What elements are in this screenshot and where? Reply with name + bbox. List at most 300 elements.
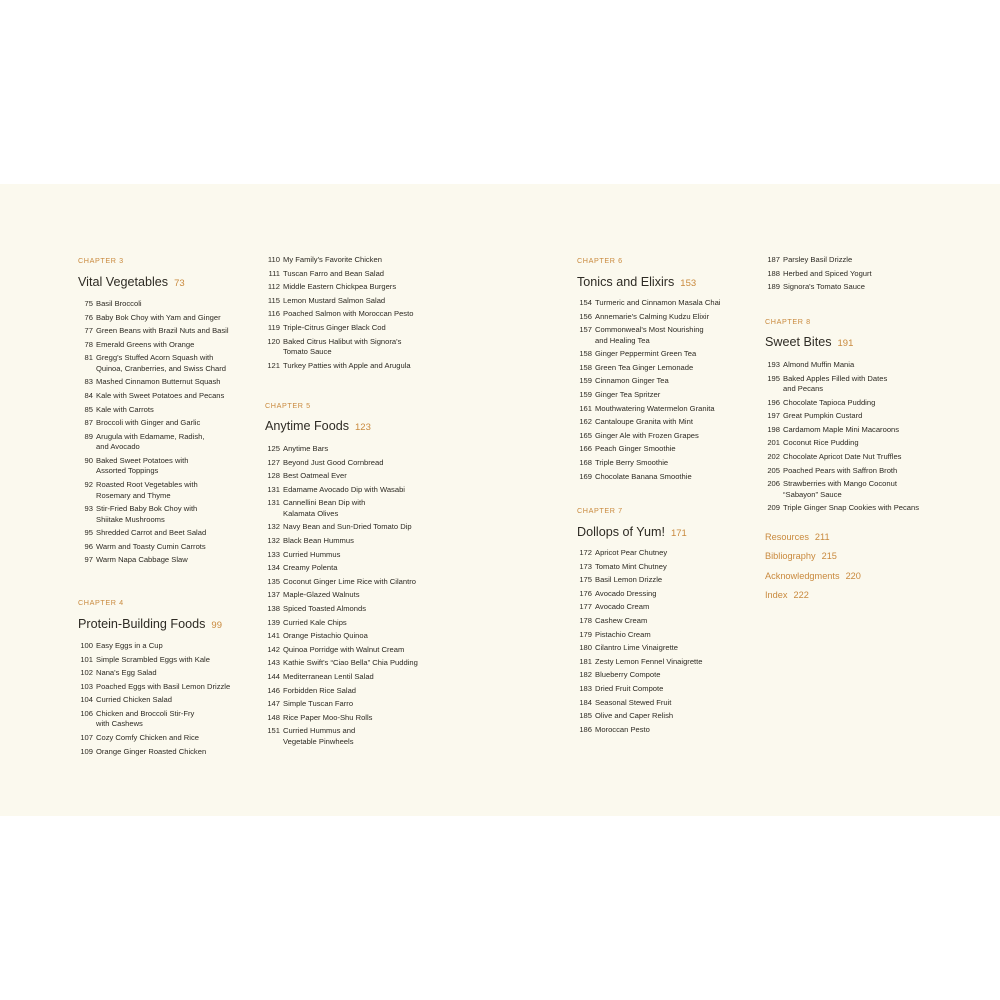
recipe-entry xyxy=(577,725,703,736)
chapter-label: CHAPTER 3 xyxy=(78,256,124,265)
recipe-page-number: 158 xyxy=(579,362,592,372)
recipe-page-number: 135 xyxy=(267,576,280,586)
recipe-list xyxy=(765,255,872,296)
recipe-title: Nana's Egg Salad xyxy=(96,668,157,678)
recipe-entry xyxy=(78,542,229,553)
recipe-page-number: 172 xyxy=(579,548,592,557)
recipe-title: Quinoa Porridge with Walnut Cream xyxy=(283,644,405,654)
recipe-entry xyxy=(577,602,703,613)
recipe-entry xyxy=(78,641,230,652)
recipe-page-number: 179 xyxy=(579,629,592,639)
recipe-page-number: 166 xyxy=(579,444,592,454)
recipe-page-number: 182 xyxy=(579,670,592,680)
chapter-title: Vital Vegetables xyxy=(78,275,169,289)
recipe-page-number: 125 xyxy=(267,444,280,453)
recipe-title: Avocado Dressing xyxy=(595,588,657,598)
recipe-entry xyxy=(78,747,230,758)
recipe-page-number: 156 xyxy=(579,311,592,321)
recipe-title: Curried Hummus and Vegetable Pinwheels xyxy=(283,726,356,746)
recipe-page-number: 95 xyxy=(84,528,93,538)
chapter-label: CHAPTER 5 xyxy=(265,401,311,410)
recipe-entry xyxy=(265,645,418,656)
recipe-page-number: 161 xyxy=(579,403,592,413)
recipe-page-number: 127 xyxy=(267,457,280,467)
recipe-page-number: 169 xyxy=(579,471,592,481)
recipe-title: Chocolate Banana Smoothie xyxy=(595,471,692,481)
recipe-page-number: 132 xyxy=(267,536,280,546)
toc-spread xyxy=(0,184,1000,816)
chapter-label: CHAPTER 4 xyxy=(78,598,124,607)
chapter-page: 191 xyxy=(837,338,854,349)
recipe-entry xyxy=(265,618,418,629)
recipe-page-number: 189 xyxy=(767,282,780,292)
recipe-entry xyxy=(265,296,413,307)
recipe-page-number: 141 xyxy=(267,631,280,641)
recipe-title: Triple-Citrus Ginger Black Cod xyxy=(283,322,386,332)
backmatter-item xyxy=(765,570,861,583)
recipe-entry xyxy=(265,672,418,683)
chapter-page: 171 xyxy=(670,528,687,539)
recipe-entry xyxy=(78,655,230,666)
recipe-entry xyxy=(265,269,413,280)
chapter-title: Protein-Building Foods xyxy=(78,617,206,631)
recipe-entry xyxy=(577,404,721,415)
recipe-title: Lemon Mustard Salmon Salad xyxy=(283,295,386,305)
recipe-entry xyxy=(265,686,418,697)
recipe-page-number: 206 xyxy=(767,479,780,489)
recipe-entry xyxy=(577,458,721,469)
recipe-title: Kale with Carrots xyxy=(96,404,154,414)
recipe-page-number: 209 xyxy=(767,503,780,513)
recipe-entry xyxy=(765,282,872,293)
recipe-title: Basil Lemon Drizzle xyxy=(595,575,663,585)
recipe-page-number: 90 xyxy=(84,455,93,465)
recipe-entry xyxy=(265,658,418,669)
recipe-list xyxy=(577,548,703,738)
recipe-page-number: 151 xyxy=(267,726,280,736)
recipe-title: Ginger Ale with Frozen Grapes xyxy=(595,430,699,440)
recipe-title: My Family's Favorite Chicken xyxy=(283,255,382,264)
recipe-entry xyxy=(78,480,229,501)
recipe-entry xyxy=(265,458,418,469)
recipe-page-number: 97 xyxy=(84,555,93,565)
recipe-page-number: 85 xyxy=(84,404,93,414)
recipe-title: Cardamom Maple Mini Macaroons xyxy=(783,424,900,434)
recipe-title: Maple-Glazed Walnuts xyxy=(283,590,360,600)
recipe-page-number: 107 xyxy=(80,733,93,743)
recipe-page-number: 173 xyxy=(579,561,592,571)
backmatter-title: Index xyxy=(765,589,788,600)
recipe-title: Poached Salmon with Moroccan Pesto xyxy=(283,309,414,319)
recipe-title: Zesty Lemon Fennel Vinaigrette xyxy=(595,656,703,666)
recipe-entry xyxy=(265,563,418,574)
recipe-entry xyxy=(265,536,418,547)
chapter-title: Dollops of Yum! xyxy=(577,525,665,539)
recipe-page-number: 176 xyxy=(579,588,592,598)
recipe-title: Cinnamon Ginger Tea xyxy=(595,376,669,386)
recipe-title: Cantaloupe Granita with Mint xyxy=(595,417,693,427)
recipe-page-number: 185 xyxy=(579,711,592,721)
recipe-title: Spiced Toasted Almonds xyxy=(283,604,367,614)
recipe-page-number: 188 xyxy=(767,268,780,278)
recipe-entry xyxy=(577,548,703,559)
chapter-label: CHAPTER 6 xyxy=(577,256,623,265)
recipe-entry xyxy=(265,282,413,293)
recipe-entry xyxy=(265,323,413,334)
recipe-page-number: 120 xyxy=(267,336,280,346)
recipe-page-number: 181 xyxy=(579,656,592,666)
recipe-entry xyxy=(78,313,229,324)
recipe-title: Baked Sweet Potatoes with Assorted Toppings xyxy=(96,455,189,476)
chapter-title: Anytime Foods xyxy=(265,419,349,433)
recipe-title: Emerald Greens with Orange xyxy=(96,339,195,349)
recipe-page-number: 121 xyxy=(267,360,280,370)
recipe-page-number: 183 xyxy=(579,683,592,693)
recipe-title: Best Oatmeal Ever xyxy=(283,471,347,481)
recipe-page-number: 148 xyxy=(267,712,280,722)
recipe-title: Gregg's Stuffed Acorn Squash with Quinoa, Cranberries, and Swiss Chard xyxy=(96,353,226,373)
recipe-title: Blueberry Compote xyxy=(595,670,661,680)
recipe-page-number: 100 xyxy=(80,641,93,650)
recipe-list xyxy=(78,641,230,760)
recipe-title: Cozy Comfy Chicken and Rice xyxy=(96,733,199,743)
recipe-entry xyxy=(765,479,919,500)
recipe-entry xyxy=(78,668,230,679)
recipe-page-number: 111 xyxy=(268,268,280,278)
chapter-heading xyxy=(765,335,853,349)
recipe-page-number: 198 xyxy=(767,424,780,434)
recipe-page-number: 137 xyxy=(267,590,280,600)
recipe-page-number: 162 xyxy=(579,417,592,427)
recipe-page-number: 146 xyxy=(267,685,280,695)
recipe-title: Mashed Cinnamon Butternut Squash xyxy=(96,377,221,387)
recipe-title: Ginger Tea Spritzer xyxy=(595,390,661,400)
recipe-entry xyxy=(577,349,721,360)
backmatter-item xyxy=(765,531,861,544)
recipe-title: Cashew Cream xyxy=(595,615,648,625)
recipe-page-number: 76 xyxy=(84,312,93,322)
recipe-title: Curried Hummus xyxy=(283,549,341,559)
recipe-page-number: 115 xyxy=(267,295,280,305)
recipe-entry xyxy=(265,726,418,747)
recipe-page-number: 102 xyxy=(80,668,93,678)
recipe-title: Forbidden Rice Salad xyxy=(283,685,357,695)
recipe-title: Apricot Pear Chutney xyxy=(595,548,668,557)
backmatter-item xyxy=(765,550,861,563)
recipe-entry xyxy=(577,417,721,428)
recipe-page-number: 110 xyxy=(267,255,280,264)
recipe-title: Chocolate Tapioca Pudding xyxy=(783,397,876,407)
recipe-entry xyxy=(765,269,872,280)
recipe-entry xyxy=(78,528,229,539)
recipe-entry xyxy=(265,485,418,496)
recipe-list xyxy=(265,255,413,374)
recipe-title: Curried Kale Chips xyxy=(283,617,347,627)
recipe-page-number: 201 xyxy=(767,438,780,448)
recipe-title: Orange Pistachio Quinoa xyxy=(283,631,368,641)
recipe-page-number: 159 xyxy=(579,376,592,386)
recipe-entry xyxy=(765,374,919,395)
backmatter-title: Bibliography xyxy=(765,551,816,562)
recipe-entry xyxy=(265,255,413,266)
recipe-entry xyxy=(577,589,703,600)
recipe-title: Dried Fruit Compote xyxy=(595,683,664,693)
recipe-title: Broccoli with Ginger and Garlic xyxy=(96,418,201,428)
recipe-title: Almond Muffin Mania xyxy=(783,360,855,369)
recipe-title: Anytime Bars xyxy=(283,444,329,453)
recipe-title: Seasonal Stewed Fruit xyxy=(595,697,672,707)
recipe-entry xyxy=(577,298,721,309)
recipe-page-number: 178 xyxy=(579,615,592,625)
recipe-page-number: 159 xyxy=(579,390,592,400)
recipe-title: Baked Apples Filled with Dates and Pecans xyxy=(783,373,888,394)
recipe-page-number: 142 xyxy=(267,644,280,654)
recipe-page-number: 75 xyxy=(84,299,93,308)
recipe-page-number: 131 xyxy=(267,484,280,494)
recipe-entry xyxy=(265,471,418,482)
recipe-entry xyxy=(577,312,721,323)
recipe-title: Rice Paper Moo-Shu Rolls xyxy=(283,712,373,722)
recipe-title: Ginger Peppermint Green Tea xyxy=(595,349,697,359)
backmatter-list xyxy=(765,531,861,608)
recipe-page-number: 77 xyxy=(84,326,93,336)
recipe-page-number: 84 xyxy=(84,391,93,401)
recipe-entry xyxy=(265,444,418,455)
recipe-page-number: 143 xyxy=(267,658,280,668)
backmatter-page: 211 xyxy=(814,532,830,542)
recipe-entry xyxy=(765,398,919,409)
recipe-page-number: 132 xyxy=(267,522,280,532)
chapter-heading xyxy=(78,275,185,289)
recipe-title: Warm and Toasty Cumin Carrots xyxy=(96,541,206,551)
recipe-title: Mediterranean Lentil Salad xyxy=(283,672,374,681)
recipe-page-number: 158 xyxy=(579,349,592,359)
backmatter-page: 215 xyxy=(821,551,837,562)
recipe-title: Avocado Cream xyxy=(595,602,650,612)
recipe-title: Roasted Root Vegetables with Rosemary and Thyme xyxy=(96,480,198,500)
recipe-page-number: 78 xyxy=(84,339,93,349)
chapter-page: 73 xyxy=(174,278,185,289)
recipe-entry xyxy=(78,326,229,337)
recipe-title: Peach Ginger Smoothie xyxy=(595,444,676,454)
recipe-entry xyxy=(265,699,418,710)
recipe-title: Easy Eggs in a Cup xyxy=(96,641,163,650)
recipe-title: Navy Bean and Sun-Dried Tomato Dip xyxy=(283,522,412,532)
recipe-entry xyxy=(265,309,413,320)
recipe-title: Curried Chicken Salad xyxy=(96,695,172,705)
recipe-title: Turkey Patties with Apple and Arugula xyxy=(283,360,411,370)
recipe-title: Cilantro Lime Vinaigrette xyxy=(595,643,679,653)
recipe-title: Coconut Ginger Lime Rice with Cilantro xyxy=(283,576,416,586)
recipe-title: Annemarie's Calming Kudzu Elixir xyxy=(595,311,710,321)
recipe-title: Warm Napa Cabbage Slaw xyxy=(96,555,188,565)
recipe-page-number: 116 xyxy=(267,309,280,319)
recipe-title: Shredded Carrot and Beet Salad xyxy=(96,528,207,538)
recipe-entry xyxy=(577,711,703,722)
recipe-entry xyxy=(577,376,721,387)
chapter-heading xyxy=(577,275,696,289)
recipe-title: Poached Pears with Saffron Broth xyxy=(783,465,898,475)
backmatter-item xyxy=(765,589,861,602)
recipe-page-number: 197 xyxy=(767,411,780,421)
recipe-title: Chicken and Broccoli Stir-Fry with Cashews xyxy=(96,708,195,729)
recipe-page-number: 205 xyxy=(767,465,780,475)
recipe-entry xyxy=(78,299,229,310)
recipe-title: Basil Broccoli xyxy=(96,299,142,308)
recipe-entry xyxy=(265,522,418,533)
recipe-title: Coconut Rice Pudding xyxy=(783,438,859,448)
recipe-entry xyxy=(765,466,919,477)
chapter-title: Sweet Bites xyxy=(765,335,832,349)
recipe-title: Cannellini Bean Dip with Kalamata Olives xyxy=(283,498,366,518)
chapter-page: 123 xyxy=(355,422,371,433)
backmatter-title: Acknowledgments xyxy=(765,570,840,581)
recipe-page-number: 175 xyxy=(579,575,592,585)
recipe-page-number: 154 xyxy=(579,298,592,307)
recipe-title: Poached Eggs with Basil Lemon Drizzle xyxy=(96,681,231,691)
recipe-title: Beyond Just Good Cornbread xyxy=(283,457,384,467)
recipe-entry xyxy=(78,555,229,566)
recipe-entry xyxy=(78,353,229,374)
recipe-entry xyxy=(765,360,919,371)
recipe-entry xyxy=(78,340,229,351)
recipe-page-number: 119 xyxy=(267,322,280,332)
recipe-page-number: 133 xyxy=(267,549,280,559)
chapter-page: 153 xyxy=(680,278,697,289)
recipe-entry xyxy=(577,363,721,374)
recipe-list xyxy=(265,444,418,750)
recipe-title: Kale with Sweet Potatoes and Pecans xyxy=(96,391,225,401)
recipe-page-number: 101 xyxy=(80,654,93,664)
recipe-page-number: 180 xyxy=(579,643,592,653)
recipe-title: Signora's Tomato Sauce xyxy=(783,282,865,292)
recipe-entry xyxy=(577,472,721,483)
recipe-entry xyxy=(577,684,703,695)
recipe-entry xyxy=(765,503,919,514)
recipe-title: Parsley Basil Drizzle xyxy=(783,255,853,264)
recipe-title: Pistachio Cream xyxy=(595,629,651,639)
recipe-title: Triple Ginger Snap Cookies with Pecans xyxy=(783,503,920,513)
recipe-title: Herbed and Spiced Yogurt xyxy=(783,268,872,278)
recipe-entry xyxy=(265,577,418,588)
recipe-page-number: 81 xyxy=(84,353,93,363)
recipe-entry xyxy=(577,643,703,654)
recipe-entry xyxy=(78,377,229,388)
recipe-page-number: 196 xyxy=(767,397,780,407)
recipe-entry xyxy=(265,604,418,615)
recipe-entry xyxy=(78,432,229,453)
recipe-page-number: 177 xyxy=(579,602,592,612)
recipe-list xyxy=(78,299,229,569)
chapter-label: CHAPTER 7 xyxy=(577,506,623,515)
recipe-entry xyxy=(577,575,703,586)
backmatter-page: 220 xyxy=(845,570,861,581)
recipe-page-number: 134 xyxy=(267,563,280,573)
recipe-entry xyxy=(78,709,230,730)
recipe-entry xyxy=(265,631,418,642)
recipe-entry xyxy=(577,698,703,709)
recipe-page-number: 112 xyxy=(267,282,280,292)
recipe-entry xyxy=(577,657,703,668)
recipe-page-number: 144 xyxy=(267,672,280,681)
recipe-page-number: 89 xyxy=(84,431,93,441)
recipe-title: Stir-Fried Baby Bok Choy with Shiitake Mushrooms xyxy=(96,504,198,524)
recipe-entry xyxy=(78,391,229,402)
recipe-entry xyxy=(765,255,872,266)
recipe-list xyxy=(577,298,721,485)
recipe-entry xyxy=(577,562,703,573)
recipe-entry xyxy=(577,444,721,455)
recipe-entry xyxy=(265,337,413,358)
recipe-title: Orange Ginger Roasted Chicken xyxy=(96,746,207,756)
recipe-entry xyxy=(78,733,230,744)
recipe-page-number: 128 xyxy=(267,471,280,481)
recipe-page-number: 131 xyxy=(267,498,280,508)
recipe-entry xyxy=(78,695,230,706)
recipe-page-number: 184 xyxy=(579,697,592,707)
recipe-title: Green Beans with Brazil Nuts and Basil xyxy=(96,326,229,336)
recipe-page-number: 106 xyxy=(80,708,93,718)
recipe-title: Edamame Avocado Dip with Wasabi xyxy=(283,484,405,494)
recipe-title: Commonweal's Most Nourishing and Healing Tea xyxy=(595,325,704,345)
chapter-heading xyxy=(265,419,371,433)
chapter-page: 99 xyxy=(211,620,222,631)
recipe-page-number: 138 xyxy=(267,604,280,614)
recipe-title: Black Bean Hummus xyxy=(283,536,354,546)
recipe-title: Creamy Polenta xyxy=(283,563,338,573)
recipe-entry xyxy=(78,682,230,693)
recipe-entry xyxy=(78,405,229,416)
recipe-title: Baked Citrus Halibut with Signora's Tomato Sauce xyxy=(283,336,402,357)
recipe-entry xyxy=(265,550,418,561)
recipe-page-number: 193 xyxy=(767,360,780,369)
recipe-title: Simple Tuscan Farro xyxy=(283,699,354,709)
recipe-page-number: 187 xyxy=(767,255,780,264)
recipe-entry xyxy=(78,456,229,477)
recipe-title: Great Pumpkin Custard xyxy=(783,411,863,421)
recipe-entry xyxy=(78,418,229,429)
recipe-title: Tomato Mint Chutney xyxy=(595,561,667,571)
backmatter-title: Resources xyxy=(765,532,809,542)
recipe-title: Arugula with Edamame, Radish, and Avocado xyxy=(96,431,205,452)
recipe-title: Kathie Swift's “Ciao Bella” Chia Pudding xyxy=(283,658,418,668)
recipe-entry xyxy=(577,670,703,681)
recipe-title: Tuscan Farro and Bean Salad xyxy=(283,268,385,278)
chapter-title: Tonics and Elixirs xyxy=(577,275,675,289)
recipe-title: Chocolate Apricot Date Nut Truffles xyxy=(783,452,902,462)
recipe-entry xyxy=(265,713,418,724)
recipe-page-number: 96 xyxy=(84,541,93,551)
recipe-entry xyxy=(765,411,919,422)
recipe-list xyxy=(765,360,919,517)
recipe-entry xyxy=(78,504,229,525)
recipe-title: Middle Eastern Chickpea Burgers xyxy=(283,282,397,292)
recipe-page-number: 103 xyxy=(80,681,93,691)
recipe-page-number: 195 xyxy=(767,373,780,383)
recipe-page-number: 87 xyxy=(84,418,93,428)
recipe-entry xyxy=(265,361,413,372)
recipe-title: Simple Scrambled Eggs with Kale xyxy=(96,654,210,664)
recipe-entry xyxy=(577,616,703,627)
recipe-title: Triple Berry Smoothie xyxy=(595,458,669,468)
recipe-title: Turmeric and Cinnamon Masala Chai xyxy=(595,298,721,307)
recipe-title: Olive and Caper Relish xyxy=(595,711,674,721)
chapter-label: CHAPTER 8 xyxy=(765,317,811,326)
recipe-entry xyxy=(765,452,919,463)
chapter-heading xyxy=(78,617,222,631)
recipe-title: Green Tea Ginger Lemonade xyxy=(595,362,694,372)
recipe-page-number: 93 xyxy=(84,504,93,514)
